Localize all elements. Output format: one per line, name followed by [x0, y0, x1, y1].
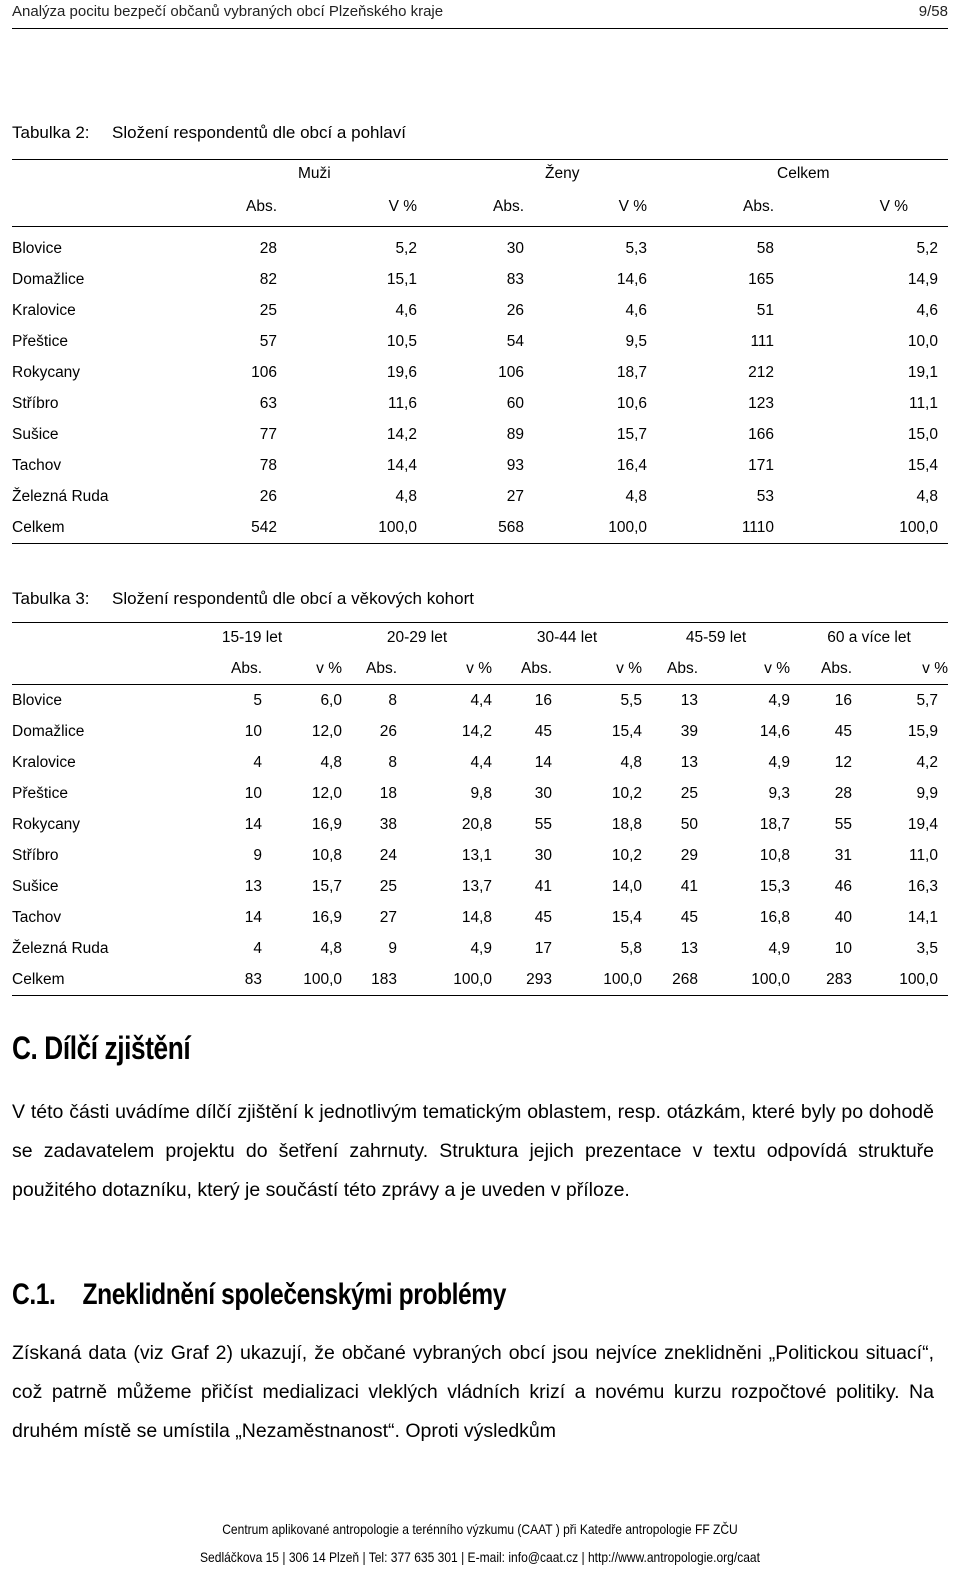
row-label: Přeštice [12, 784, 68, 802]
table-cell: 106 [251, 363, 277, 381]
table-cell: 10,2 [611, 784, 642, 802]
table-cell: 4,9 [768, 753, 790, 771]
column-header: v % [552, 653, 642, 685]
table-cell: 14,0 [611, 877, 642, 895]
table-cell: 39 [680, 722, 698, 740]
table-cell: 45 [534, 722, 552, 740]
table-cell: 16,9 [311, 908, 342, 926]
group-header: Ženy [417, 160, 647, 189]
table-cell: 13 [680, 753, 698, 771]
table-cell: 100,0 [262, 964, 342, 996]
table-cell: 4,8 [916, 487, 938, 505]
table-cell: 15,1 [386, 270, 417, 288]
table-cell: 4,9 [470, 939, 492, 957]
column-header: Abs. [790, 653, 852, 685]
table-row [12, 778, 948, 809]
table-cell: 54 [506, 332, 524, 350]
table-cell: 10,8 [759, 846, 790, 864]
table-row [12, 388, 948, 419]
table-cell: 8 [388, 691, 397, 709]
table-cell: 82 [259, 270, 277, 288]
table-cell: 293 [492, 964, 552, 996]
table-row [12, 264, 948, 295]
table-cell: 9,9 [916, 784, 938, 802]
table-cell: 15,7 [616, 425, 647, 443]
table-cell: 31 [834, 846, 852, 864]
column-header: Abs. [162, 653, 262, 685]
table-cell: 30 [534, 846, 552, 864]
column-header: Abs. [417, 188, 524, 227]
table-cell: 9 [253, 846, 262, 864]
column-header: v % [698, 653, 790, 685]
table-cell: 13 [244, 877, 262, 895]
table-cell: 13 [680, 691, 698, 709]
row-label: Blovice [12, 239, 62, 257]
table-cell: 89 [506, 425, 524, 443]
table-respondents-by-age [12, 622, 948, 996]
table-cell: 123 [748, 394, 774, 412]
table-cell: 183 [342, 964, 397, 996]
table-cell: 55 [534, 815, 552, 833]
row-label: Kralovice [12, 301, 76, 319]
row-label: Rokycany [12, 363, 81, 381]
row-label: Celkem [12, 512, 162, 544]
table-cell: 63 [259, 394, 277, 412]
table-cell: 16 [834, 691, 852, 709]
table-cell: 15,7 [311, 877, 342, 895]
table-cell: 50 [680, 815, 698, 833]
table-cell: 25 [259, 301, 277, 319]
table-row [12, 685, 948, 717]
section-c-heading: C. Dílčí zjištění [12, 1030, 191, 1066]
table-cell: 45 [534, 908, 552, 926]
table-cell: 100,0 [552, 964, 642, 996]
table-cell: 16,4 [616, 456, 647, 474]
table-cell: 10,6 [616, 394, 647, 412]
table-cell: 10 [244, 722, 262, 740]
table-respondents-by-gender [12, 159, 948, 544]
section-c1-title: Zneklidnění společenskými problémy [82, 1278, 507, 1311]
table-cell: 5,5 [620, 691, 642, 709]
table3-title: Složení respondentů dle obcí a věkových kohort [112, 589, 474, 608]
table-cell: 45 [680, 908, 698, 926]
table-row [12, 512, 948, 544]
table-cell: 3,5 [916, 939, 938, 957]
table3-caption [12, 589, 474, 609]
table-cell: 18 [379, 784, 397, 802]
table-cell: 16,3 [907, 877, 938, 895]
table-row [12, 871, 948, 902]
table-cell: 14 [244, 815, 262, 833]
page-number: 9/58 [918, 3, 948, 20]
table-cell: 4,2 [916, 753, 938, 771]
table-cell: 78 [259, 456, 277, 474]
table-cell: 12,0 [311, 784, 342, 802]
table-cell: 5 [253, 691, 262, 709]
row-label: Tachov [12, 456, 62, 474]
table-cell: 13,1 [461, 846, 492, 864]
table-cell: 14 [244, 908, 262, 926]
table-cell: 26 [506, 301, 524, 319]
table-cell: 25 [680, 784, 698, 802]
table-cell: 4,8 [395, 487, 417, 505]
column-header: Abs. [342, 653, 397, 685]
table-cell: 27 [506, 487, 524, 505]
table-cell: 165 [748, 270, 774, 288]
column-header: Abs. [642, 653, 698, 685]
table-cell: 5,2 [916, 239, 938, 257]
section-c1-number: C.1. [12, 1278, 56, 1311]
table-cell: 58 [756, 239, 774, 257]
table-cell: 19,1 [907, 363, 938, 381]
column-header: V % [774, 188, 948, 227]
table-cell: 18,7 [616, 363, 647, 381]
table-cell: 100,0 [277, 512, 417, 544]
column-header: Abs. [162, 188, 277, 227]
table2-label: Tabulka 2: [12, 123, 90, 142]
table-cell: 5,2 [395, 239, 417, 257]
table-cell: 18,8 [611, 815, 642, 833]
table-cell: 14,9 [907, 270, 938, 288]
table-cell: 45 [834, 722, 852, 740]
section-c1-heading [12, 1278, 506, 1312]
table-cell: 100,0 [397, 964, 492, 996]
table-cell: 568 [417, 512, 524, 544]
table-cell: 26 [259, 487, 277, 505]
table-cell: 111 [750, 332, 774, 350]
table-cell: 14,4 [386, 456, 417, 474]
row-label: Stříbro [12, 394, 59, 412]
table-cell: 18,7 [759, 815, 790, 833]
table-row [12, 747, 948, 778]
table-cell: 14,1 [907, 908, 938, 926]
table-cell: 9,5 [625, 332, 647, 350]
table-cell: 6,0 [320, 691, 342, 709]
table-cell: 13 [680, 939, 698, 957]
table-cell: 16,8 [759, 908, 790, 926]
group-header: 20-29 let [342, 623, 492, 654]
table-cell: 9,3 [768, 784, 790, 802]
table-cell: 12 [834, 753, 852, 771]
table-cell: 41 [680, 877, 698, 895]
table-cell: 9,8 [470, 784, 492, 802]
table-cell: 20,8 [461, 815, 492, 833]
table-cell: 27 [379, 908, 397, 926]
table-cell: 16 [534, 691, 552, 709]
table-cell: 5,3 [625, 239, 647, 257]
table-row [12, 902, 948, 933]
row-label: Přeštice [12, 332, 68, 350]
row-label: Domažlice [12, 722, 85, 740]
table-cell: 166 [748, 425, 774, 443]
table-cell: 5,7 [916, 691, 938, 709]
table-cell: 8 [388, 753, 397, 771]
table-cell: 11,0 [908, 846, 938, 864]
row-label: Celkem [12, 964, 162, 996]
group-header: 45-59 let [642, 623, 790, 654]
table-cell: 26 [379, 722, 397, 740]
table-row [12, 419, 948, 450]
table-cell: 4 [253, 753, 262, 771]
table-row [12, 450, 948, 481]
table-cell: 10,5 [386, 332, 417, 350]
table-row [12, 481, 948, 512]
column-header: Abs. [492, 653, 552, 685]
table-cell: 14,2 [386, 425, 417, 443]
table-cell: 14,6 [616, 270, 647, 288]
table-cell: 57 [259, 332, 277, 350]
table-cell: 38 [379, 815, 397, 833]
table-row [12, 840, 948, 871]
table-cell: 11,1 [908, 394, 938, 412]
table-cell: 1110 [647, 512, 774, 544]
table-cell: 14 [534, 753, 552, 771]
table-row [12, 326, 948, 357]
table-cell: 40 [834, 908, 852, 926]
table2-title: Složení respondentů dle obcí a pohlaví [112, 123, 406, 142]
table-row [12, 716, 948, 747]
row-label: Sušice [12, 425, 59, 443]
column-header: V % [524, 188, 647, 227]
table-cell: 30 [506, 239, 524, 257]
footer-contact: Sedláčkova 15 | 306 14 Plzeň | Tel: 377 635 301 | E-mail: info@caat.cz | http://www.antropologie.org/caat [200, 1549, 760, 1565]
table-cell: 19,4 [907, 815, 938, 833]
table-cell: 30 [534, 784, 552, 802]
table-cell: 46 [834, 877, 852, 895]
table-cell: 51 [756, 301, 774, 319]
row-label: Železná Ruda [12, 939, 109, 957]
table-cell: 4,8 [625, 487, 647, 505]
table-cell: 100,0 [852, 964, 948, 996]
table-cell: 10,8 [311, 846, 342, 864]
table-cell: 171 [748, 456, 774, 474]
table-cell: 55 [834, 815, 852, 833]
table-cell: 12,0 [311, 722, 342, 740]
row-label: Domažlice [12, 270, 85, 288]
table-cell: 4,8 [620, 753, 642, 771]
table-cell: 4,4 [470, 691, 492, 709]
table-cell: 19,6 [386, 363, 417, 381]
table-cell: 15,0 [907, 425, 938, 443]
table-cell: 4,8 [320, 939, 342, 957]
table-row [12, 295, 948, 326]
table-cell: 83 [506, 270, 524, 288]
table-row [12, 809, 948, 840]
table-cell: 212 [748, 363, 774, 381]
table-cell: 100,0 [698, 964, 790, 996]
table-cell: 4,4 [470, 753, 492, 771]
table-row [12, 233, 948, 264]
table-cell: 77 [259, 425, 277, 443]
table-cell: 83 [162, 964, 262, 996]
table-cell: 11,6 [387, 394, 417, 412]
table-cell: 13,7 [461, 877, 492, 895]
row-label: Sušice [12, 877, 59, 895]
table-cell: 10 [244, 784, 262, 802]
table-cell: 15,3 [759, 877, 790, 895]
table-cell: 15,4 [611, 908, 642, 926]
table-cell: 4,8 [320, 753, 342, 771]
table-cell: 53 [756, 487, 774, 505]
table-cell: 15,4 [907, 456, 938, 474]
column-header: V % [277, 188, 417, 227]
table-cell: 14,2 [461, 722, 492, 740]
group-header: 15-19 let [162, 623, 342, 654]
table-cell: 268 [642, 964, 698, 996]
table-cell: 100,0 [524, 512, 647, 544]
table-cell: 542 [162, 512, 277, 544]
table-cell: 283 [790, 964, 852, 996]
table-cell: 28 [259, 239, 277, 257]
footer-institution: Centrum aplikované antropologie a terénního výzkumu (CAAT ) při Katedře antropologie FF ZČU [222, 1521, 738, 1537]
table-cell: 60 [506, 394, 524, 412]
table-cell: 14,6 [759, 722, 790, 740]
table-cell: 10 [834, 939, 852, 957]
row-label: Rokycany [12, 815, 81, 833]
table-cell: 10,2 [611, 846, 642, 864]
table-cell: 15,4 [611, 722, 642, 740]
row-label: Blovice [12, 691, 62, 709]
group-header: Muži [162, 160, 417, 189]
column-header: Abs. [647, 188, 774, 227]
table-cell: 4,6 [395, 301, 417, 319]
page-header [12, 0, 948, 29]
table-cell: 4 [253, 939, 262, 957]
table3-label: Tabulka 3: [12, 589, 90, 608]
table-cell: 4,6 [916, 301, 938, 319]
row-label: Kralovice [12, 753, 76, 771]
group-header: Celkem [647, 160, 948, 189]
section-c-paragraph: V této části uvádíme dílčí zjištění k jednotlivým tematickým oblastem, resp. otázkám, které byly po dohodě se zadavatelem projektu do šetření zahrnuty. Struktura jejich prezentace v textu odpovídá struktuře použitého dotazníku, který je součástí této zprávy a je uveden v příloze. [12, 1101, 934, 1201]
table-cell: 15,9 [907, 722, 938, 740]
header-title: Analýza pocitu bezpečí občanů vybraných obcí Plzeňského kraje [12, 3, 444, 20]
table-cell: 25 [379, 877, 397, 895]
table-cell: 106 [498, 363, 524, 381]
group-header: 60 a více let [790, 623, 948, 654]
row-label: Stříbro [12, 846, 59, 864]
table-cell: 5,8 [620, 939, 642, 957]
table-cell: 4,6 [625, 301, 647, 319]
column-header: v % [397, 653, 492, 685]
column-header: v % [852, 653, 948, 685]
table-cell: 9 [388, 939, 397, 957]
table-cell: 4,9 [768, 939, 790, 957]
row-label: Tachov [12, 908, 62, 926]
table-cell: 28 [834, 784, 852, 802]
column-header: v % [262, 653, 342, 685]
table-cell: 16,9 [311, 815, 342, 833]
table2-caption [12, 123, 406, 143]
group-header: 30-44 let [492, 623, 642, 654]
table-cell: 29 [680, 846, 698, 864]
table-row [12, 357, 948, 388]
table-cell: 100,0 [774, 512, 948, 544]
table-cell: 14,8 [461, 908, 492, 926]
table-cell: 17 [534, 939, 552, 957]
row-label: Železná Ruda [12, 487, 109, 505]
table-cell: 24 [379, 846, 397, 864]
table-row [12, 933, 948, 964]
table-cell: 93 [506, 456, 524, 474]
section-c1-paragraph: Získaná data (viz Graf 2) ukazují, že občané vybraných obcí jsou nejvíce zneklidněni „Politickou situací“, což patrně můžeme přičíst medializaci vleklých vládních krizí a novému kurzu rozpočtové politiky. Na druhém místě se umístila „Nezaměstnanost“. Oproti výsledkům [12, 1342, 934, 1442]
table-cell: 4,9 [768, 691, 790, 709]
table-row [12, 964, 948, 996]
table-cell: 10,0 [907, 332, 938, 350]
table-cell: 41 [534, 877, 552, 895]
